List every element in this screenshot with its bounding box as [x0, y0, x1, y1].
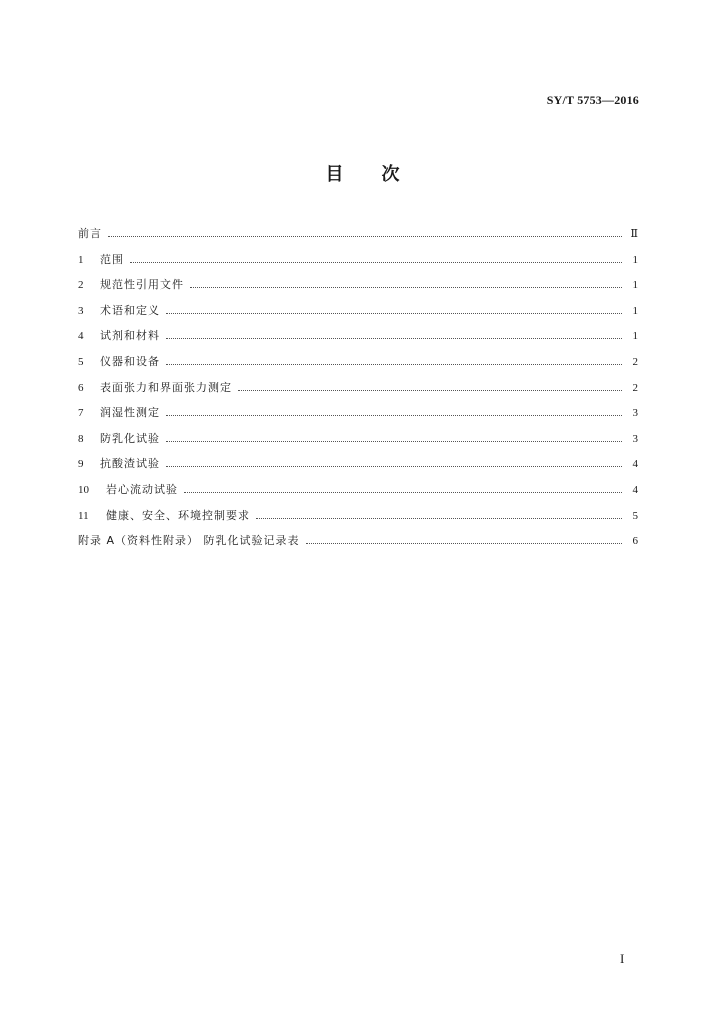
page-number: I: [620, 951, 625, 966]
toc-entry-label: 前言: [78, 227, 102, 240]
leader-dots: [166, 364, 622, 365]
toc-entry-label: 试剂和材料: [100, 329, 160, 343]
leader-dots: [130, 262, 622, 263]
toc-entry-3[interactable]: [78, 302, 638, 328]
toc-entry-appendix-a[interactable]: [78, 532, 638, 558]
toc-entry-number: 5: [78, 355, 84, 368]
toc-entry-9[interactable]: [78, 455, 638, 481]
leader-dots: [190, 287, 622, 288]
toc-entry-page: Ⅱ: [630, 228, 638, 240]
toc-entry-11[interactable]: [78, 507, 638, 533]
toc-entry-number: 1: [78, 253, 84, 266]
toc-entry-number: 3: [78, 304, 84, 317]
toc-title: [0, 160, 725, 186]
toc-entry-label: 岩心流动试验: [106, 482, 178, 496]
toc-entry-page: 3: [632, 432, 638, 445]
leader-dots: [166, 338, 622, 339]
toc-entry-page: 4: [632, 458, 638, 471]
toc-entry-page: 6: [632, 535, 638, 548]
toc-title-part1: 目: [325, 164, 344, 185]
toc-entry-number: 2: [78, 279, 84, 292]
toc-entry-6[interactable]: [78, 379, 638, 405]
toc-entry-page: 2: [632, 381, 638, 394]
leader-dots: [166, 313, 622, 314]
leader-dots: [184, 492, 622, 493]
toc-entry-number: 9: [78, 458, 84, 471]
toc-entry-page: 1: [632, 253, 638, 266]
toc-entry-label: 防乳化试验: [100, 431, 160, 445]
toc-entry-number: 7: [78, 407, 84, 420]
leader-dots: [238, 390, 622, 391]
toc-entry-label: 规范性引用文件: [100, 278, 184, 292]
toc-entry-5[interactable]: [78, 353, 638, 379]
toc-entry-page: 1: [632, 330, 638, 343]
leader-dots: [306, 543, 622, 544]
toc-entry-8[interactable]: [78, 430, 638, 456]
toc-entry-7[interactable]: [78, 404, 638, 430]
toc-entry-number: 6: [78, 381, 84, 394]
toc-entry-number: 4: [78, 330, 84, 343]
standard-code: SY/T 5753—2016: [546, 93, 639, 107]
toc-entry-number: 11: [78, 509, 89, 522]
toc-entry-4[interactable]: [78, 327, 638, 353]
toc-list: [78, 225, 638, 558]
toc-entry-page: 2: [632, 355, 638, 368]
toc-entry-1[interactable]: [78, 251, 638, 277]
toc-entry-label: 润湿性测定: [100, 406, 160, 420]
toc-entry-label: 附录 A（资料性附录） 防乳化试验记录表: [78, 534, 300, 548]
toc-entry-page: 3: [632, 407, 638, 420]
toc-title-part2: 次: [381, 164, 400, 185]
toc-entry-number: 10: [78, 483, 89, 496]
leader-dots: [166, 441, 622, 442]
leader-dots: [108, 236, 622, 237]
leader-dots: [166, 466, 622, 467]
leader-dots: [256, 518, 622, 519]
leader-dots: [166, 415, 622, 416]
toc-entry-page: 1: [632, 279, 638, 292]
toc-entry-label: 术语和定义: [100, 303, 160, 317]
toc-entry-number: 8: [78, 432, 84, 445]
toc-entry-label: 健康、安全、环境控制要求: [106, 508, 250, 522]
toc-entry-page: 1: [632, 304, 638, 317]
toc-entry-label: 表面张力和界面张力测定: [100, 380, 232, 394]
toc-entry-label: 抗酸渣试验: [100, 457, 160, 471]
toc-entry-10[interactable]: [78, 481, 638, 507]
toc-entry-2[interactable]: [78, 276, 638, 302]
toc-entry-foreword[interactable]: [78, 225, 638, 251]
toc-entry-label: 仪器和设备: [100, 354, 160, 368]
toc-entry-label: 范围: [100, 252, 124, 266]
toc-entry-page: 4: [632, 483, 638, 496]
toc-entry-page: 5: [632, 509, 638, 522]
